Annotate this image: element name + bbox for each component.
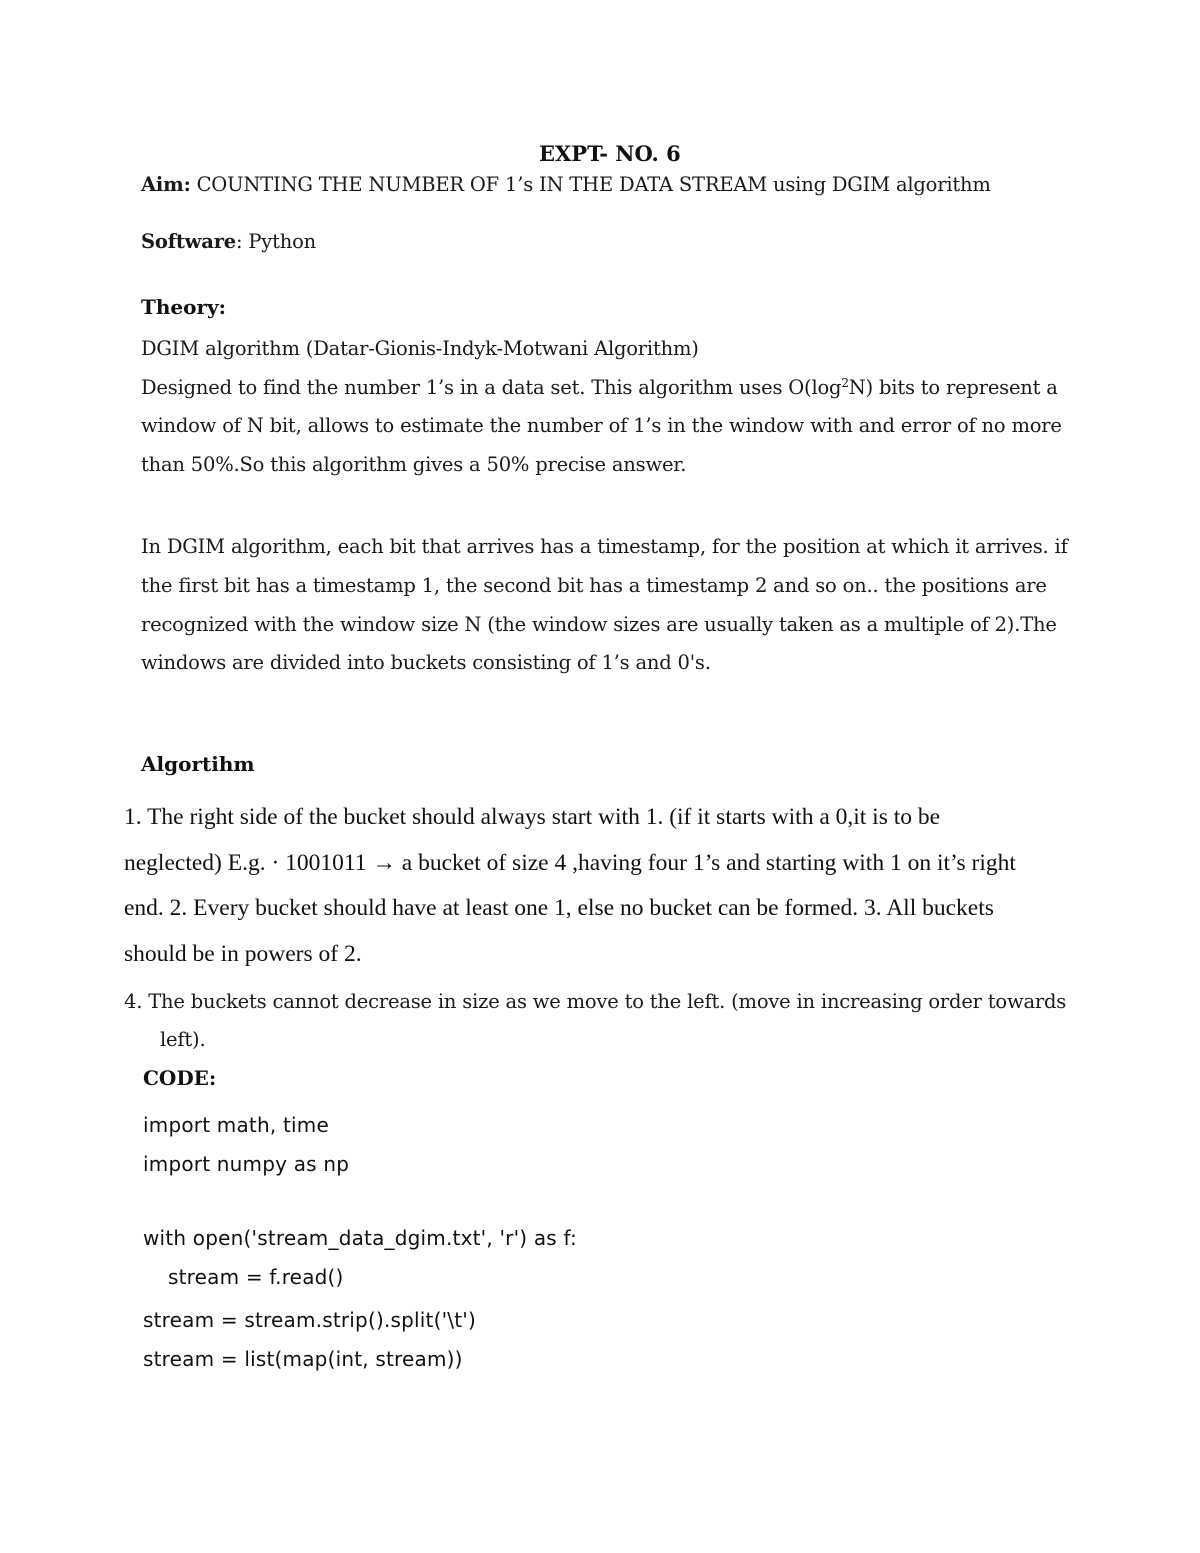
theory-line xyxy=(141,377,1058,398)
paragraph-line: In DGIM algorithm, each bit that arrives has a timestamp, for the position at which it arrives. if xyxy=(141,535,1068,558)
software-line xyxy=(141,232,316,252)
paragraph-line: the first bit has a timestamp 1, the second bit has a timestamp 2 and so on.. the positions are xyxy=(141,574,1047,597)
paragraph-line: windows are divided into buckets consisting of 1’s and 0's. xyxy=(141,651,711,674)
theory-line-part: Designed to find the number 1’s in a data set. This algorithm uses O(log xyxy=(141,376,842,399)
theory-line: window of N bit, allows to estimate the number of 1’s in the window with and error of no more xyxy=(141,414,1062,437)
software-text: : Python xyxy=(236,230,316,253)
algorithm-heading: Algortihm xyxy=(141,752,255,776)
aim-label: Aim: xyxy=(141,173,191,196)
aim-text: COUNTING THE NUMBER OF 1’s IN THE DATA STREAM using DGIM algorithm xyxy=(196,173,991,196)
step-four-line: 4. The buckets cannot decrease in size as we move to the left. (move in increasing order towards xyxy=(124,990,1067,1013)
theory-line-part: N) bits to represent a xyxy=(848,376,1058,399)
software-label: Software xyxy=(141,230,236,253)
theory-line: DGIM algorithm (Datar-Gionis-Indyk-Motwani Algorithm) xyxy=(141,337,699,360)
theory-line: than 50%.So this algorithm gives a 50% precise answer. xyxy=(141,453,687,476)
superscript-two: 2 xyxy=(841,376,849,390)
code-line: stream = f.read() xyxy=(168,1265,344,1289)
experiment-title: EXPT- NO. 6 xyxy=(539,141,681,166)
code-line: with open('stream_data_dgim.txt', 'r') as f: xyxy=(143,1226,577,1250)
algorithm-line: end. 2. Every bucket should have at least one 1, else no bucket can be formed. 3. All buckets xyxy=(124,895,994,921)
algorithm-line: should be in powers of 2. xyxy=(124,941,362,967)
code-line: import math, time xyxy=(143,1113,329,1137)
algorithm-line: 1. The right side of the bucket should always start with 1. (if it starts with a 0,it is to be xyxy=(124,804,941,830)
aim-line xyxy=(141,175,991,195)
code-line: stream = list(map(int, stream)) xyxy=(143,1347,463,1371)
code-line: stream = stream.strip().split('\t') xyxy=(143,1308,476,1332)
paragraph-line: recognized with the window size N (the window sizes are usually taken as a multiple of 2).The xyxy=(141,613,1057,636)
code-line: import numpy as np xyxy=(143,1152,350,1176)
theory-heading: Theory: xyxy=(141,295,227,319)
step-four-line: left). xyxy=(160,1028,206,1051)
code-heading: CODE: xyxy=(143,1066,217,1090)
algorithm-line: neglected) E.g. · 1001011 → a bucket of size 4 ,having four 1’s and starting with 1 on it’s right xyxy=(124,850,1016,876)
